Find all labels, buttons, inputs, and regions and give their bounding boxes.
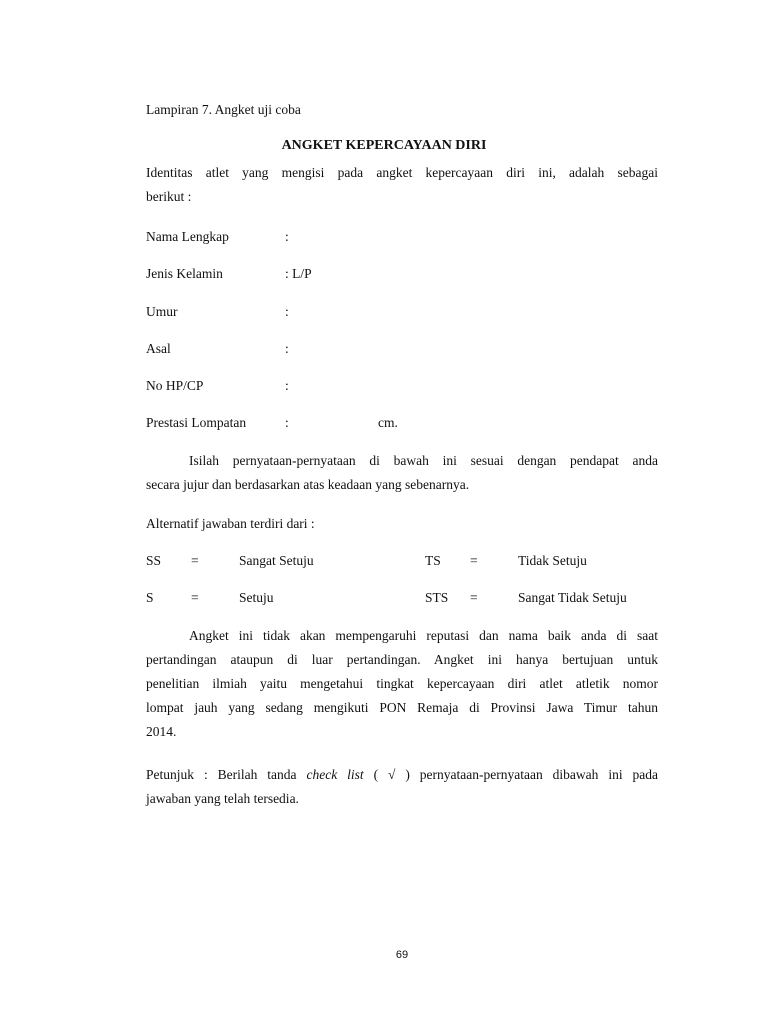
field-value-phone: : [285, 378, 289, 393]
legend-equals: = [191, 553, 199, 568]
legend-equals: = [470, 553, 478, 568]
intro-line: berikut : [146, 189, 192, 204]
field-value-name: : [285, 229, 289, 244]
petunjuk-prefix: Petunjuk : Berilah tanda [146, 767, 307, 782]
legend-equals: = [470, 590, 478, 605]
appendix-label: Lampiran 7. Angket uji coba [146, 102, 301, 117]
petunjuk-suffix: ( √ ) pernyataan-pernyataan dibawah ini pada [363, 767, 658, 782]
petunjuk-italic: check list [306, 767, 364, 782]
legend-equals: = [191, 590, 199, 605]
legend-code: S [146, 590, 154, 605]
legend-code: TS [425, 553, 441, 568]
legend-meaning: Sangat Tidak Setuju [518, 590, 627, 605]
petunjuk-line: jawaban yang telah tersedia. [146, 791, 299, 806]
legend-code: STS [425, 590, 449, 605]
note-line: lompat jauh yang sedang mengikuti PON Remaja di Provinsi Jawa Timur tahun [146, 700, 658, 715]
note-paragraph [146, 624, 658, 744]
page-number: 69 [395, 949, 409, 961]
field-label-jump: Prestasi Lompatan [146, 415, 247, 430]
instruction-line: secara jujur dan berdasarkan atas keadaan yang sebenarnya. [146, 477, 470, 492]
note-line: 2014. [146, 724, 177, 739]
field-label-age: Umur [146, 304, 178, 319]
petunjuk-paragraph [146, 763, 658, 811]
instruction-line: Isilah pernyataan-pernyataan di bawah ini sesuai dengan pendapat anda [189, 453, 658, 468]
legend-meaning: Tidak Setuju [518, 553, 587, 568]
field-label-gender: Jenis Kelamin [146, 266, 223, 281]
field-value-gender: : L/P [285, 266, 312, 281]
legend-meaning: Setuju [239, 590, 274, 605]
field-label-phone: No HP/CP [146, 378, 204, 393]
intro-paragraph [146, 161, 658, 209]
alternatives-heading: Alternatif jawaban terdiri dari : [146, 516, 315, 531]
field-label-name: Nama Lengkap [146, 229, 229, 244]
note-line: Angket ini tidak akan mempengaruhi reputasi dan nama baik anda di saat [189, 628, 658, 643]
field-unit-cm: cm. [378, 415, 398, 430]
field-label-origin: Asal [146, 341, 171, 356]
field-value-origin: : [285, 341, 289, 356]
field-value-age: : [285, 304, 289, 319]
legend-meaning: Sangat Setuju [239, 553, 314, 568]
note-line: penelitian ilmiah yaitu mengetahui tingkat kepercayaan diri atlet atletik nomor [146, 676, 658, 691]
intro-line: Identitas atlet yang mengisi pada angket kepercayaan diri ini, adalah sebagai [146, 165, 658, 180]
page-title: ANGKET KEPERCAYAAN DIRI [281, 138, 487, 153]
field-value-jump: : [285, 415, 289, 430]
petunjuk-line [146, 763, 658, 787]
legend-code: SS [146, 553, 162, 568]
note-line: pertandingan ataupun di luar pertandingan. Angket ini hanya bertujuan untuk [146, 652, 658, 667]
instruction-paragraph [146, 449, 658, 497]
